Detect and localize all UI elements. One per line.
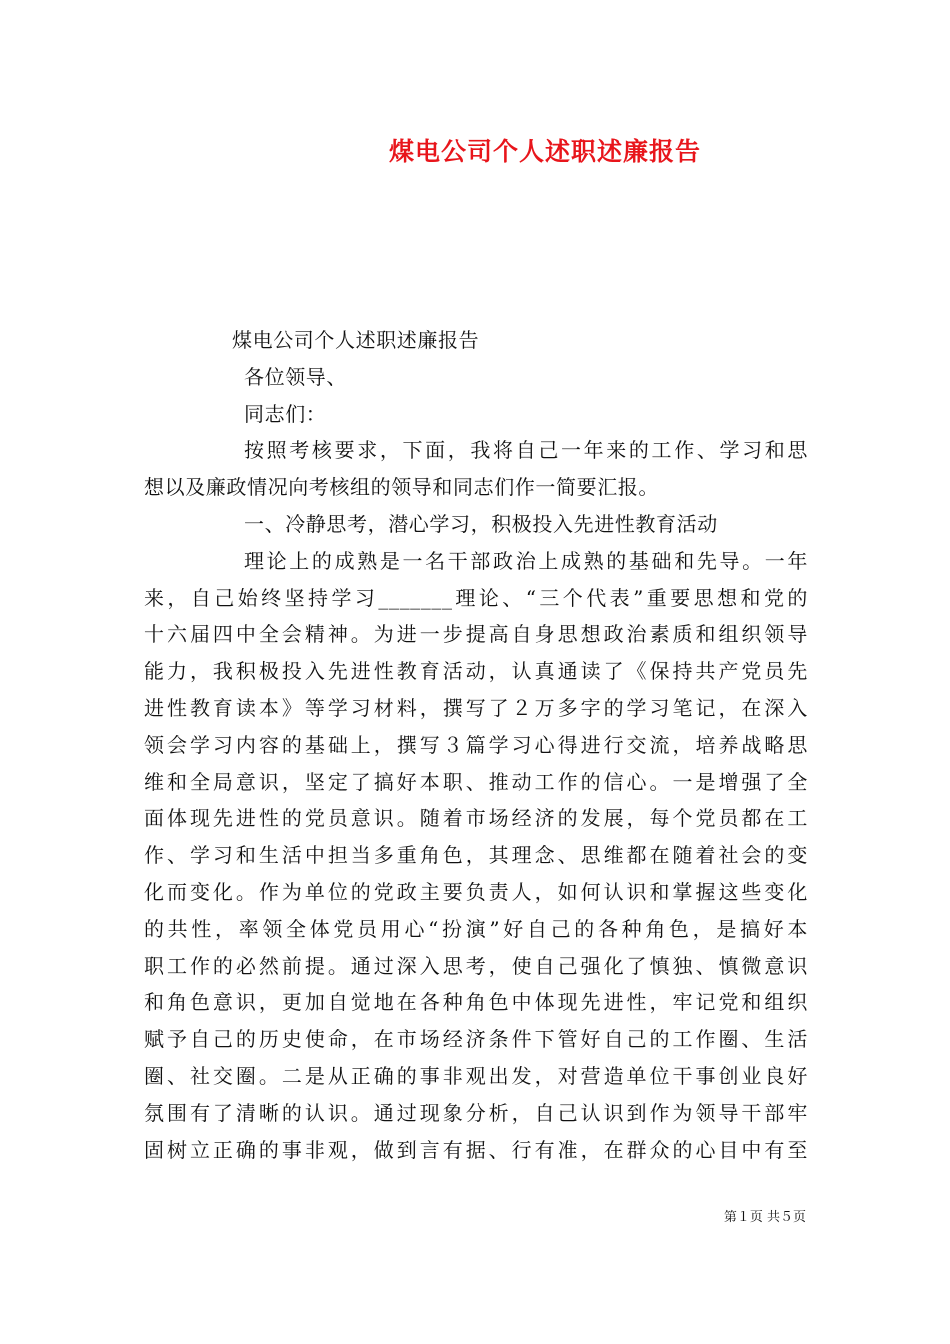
paragraph-line: 领会学习内容的基础上，撰写３篇学习心得进行交流，培养战略思: [144, 732, 808, 757]
document-body: [144, 322, 808, 1168]
paragraph-line: 维和全局意识，坚定了搞好本职、推动工作的信心。一是增强了全: [144, 769, 808, 794]
paragraph-line: 职工作的必然前提。通过深入思考，使自己强化了慎独、慎微意识: [144, 953, 808, 978]
paragraph-line: 来，自己始终坚持学习_______理论、“三个代表”重要思想和党的: [144, 585, 808, 610]
paragraph-line: 的共性，率领全体党员用心“扮演”好自己的各种角色，是搞好本: [144, 916, 808, 941]
paragraph-line: 圈、社交圈。二是从正确的事非观出发，对营造单位干事创业良好: [144, 1063, 808, 1088]
paragraph-line: 化而变化。作为单位的党政主要负责人，如何认识和掌握这些变化: [144, 879, 808, 904]
section-heading: 一、冷静思考，潜心学习，积极投入先进性教育活动: [244, 511, 718, 536]
paragraph-line: 按照考核要求，下面，我将自己一年来的工作、学习和思: [244, 438, 808, 463]
page-number: 第１页 共５页: [723, 1210, 806, 1225]
paragraph-line: 十六届四中全会精神。为进一步提高自身思想政治素质和组织领导: [144, 622, 808, 647]
greeting-line-2: 同志们：: [244, 401, 327, 426]
body-subtitle: 煤电公司个人述职述廉报告: [232, 328, 480, 352]
paragraph-line: 面体现先进性的党员意识。随着市场经济的发展，每个党员都在工: [144, 806, 808, 831]
document-title: 煤电公司个人述职述廉报告: [388, 137, 701, 166]
paragraph-line: 想以及廉政情况向考核组的领导和同志们作一简要汇报。: [144, 475, 659, 500]
greeting-line-1: 各位领导、: [244, 364, 347, 389]
paragraph-line: 作、学习和生活中担当多重角色，其理念、思维都在随着社会的变: [144, 843, 808, 868]
paragraph-line: 进性教育读本》等学习材料，撰写了２万多字的学习笔记，在深入: [144, 695, 808, 720]
paragraph-line: 和角色意识，更加自觉地在各种角色中体现先进性，牢记党和组织: [144, 990, 808, 1015]
paragraph-line: 赋予自己的历史使命，在市场经济条件下管好自己的工作圈、生活: [144, 1027, 808, 1052]
paragraph-line: 固树立正确的事非观，做到言有据、行有准，在群众的心目中有至: [144, 1137, 808, 1162]
paragraph-line: 氛围有了清晰的认识。通过现象分析，自己认识到作为领导干部牢: [144, 1100, 808, 1125]
paragraph-line: 理论上的成熟是一名干部政治上成熟的基础和先导。一年: [244, 548, 808, 573]
paragraph-line: 能力，我积极投入先进性教育活动，认真通读了《保持共产党员先: [144, 659, 808, 684]
